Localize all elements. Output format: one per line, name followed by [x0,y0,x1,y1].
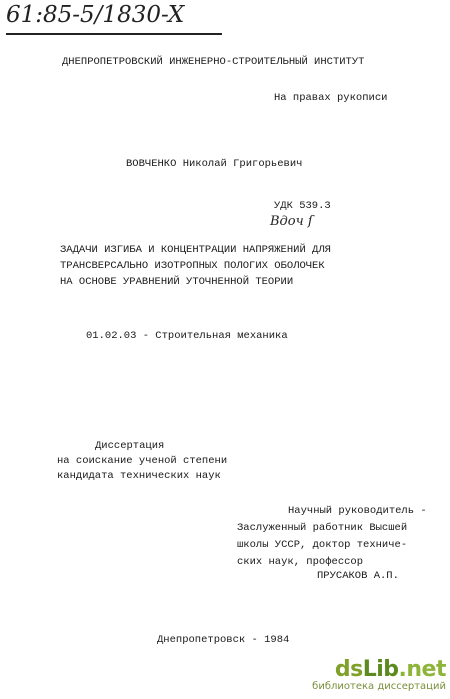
archive-mark-underline [6,33,222,35]
dslib-watermark [312,659,446,693]
dslib-tagline: библиотека диссертаций [312,681,446,692]
title-line: ТРАНСВЕРСАЛЬНО ИЗОТРОПНЫХ ПОЛОГИХ ОБОЛОЧЕК [60,260,325,272]
archive-shelf-mark: 61:85-5/1830-X [6,2,185,28]
advisor-line: Научный руководитель - [288,505,427,517]
advisor-line: Заслуженный работник Высшей [237,522,408,534]
title-line: ЗАДАЧИ ИЗГИБА И КОНЦЕНТРАЦИИ НАПРЯЖЕНИЙ ДЛЯ [60,244,331,256]
dslib-logo: dsLib.net [334,657,446,682]
title-line: НА ОСНОВЕ УРАВНЕНИЙ УТОЧНЕННОЙ ТЕОРИИ [60,276,294,288]
author-name: ВОВЧЕНКО Николай Григорьевич [126,158,303,170]
dissertation-label: Диссертация [95,440,165,452]
degree-line: на соискание ученой степени [57,455,228,467]
specialty-code: 01.02.03 - Строительная механика [86,330,288,342]
advisor-line: ских наук, профессор [237,556,364,568]
handwritten-signature: Вдоч ſ [270,214,313,229]
manuscript-rights: На правах рукописи [274,92,388,104]
udc-code: УДК 539.3 [274,200,331,212]
advisor-line: школы УССР, доктор техниче- [237,539,408,551]
institute-name: ДНЕПРОПЕТРОВСКИЙ ИНЖЕНЕРНО-СТРОИТЕЛЬНЫЙ ИНСТИТУТ [62,56,365,68]
advisor-name: ПРУСАКОВ А.П. [317,570,399,582]
degree-line: кандидата технических наук [57,470,221,482]
place-and-year: Днепропетровск - 1984 [157,634,290,646]
